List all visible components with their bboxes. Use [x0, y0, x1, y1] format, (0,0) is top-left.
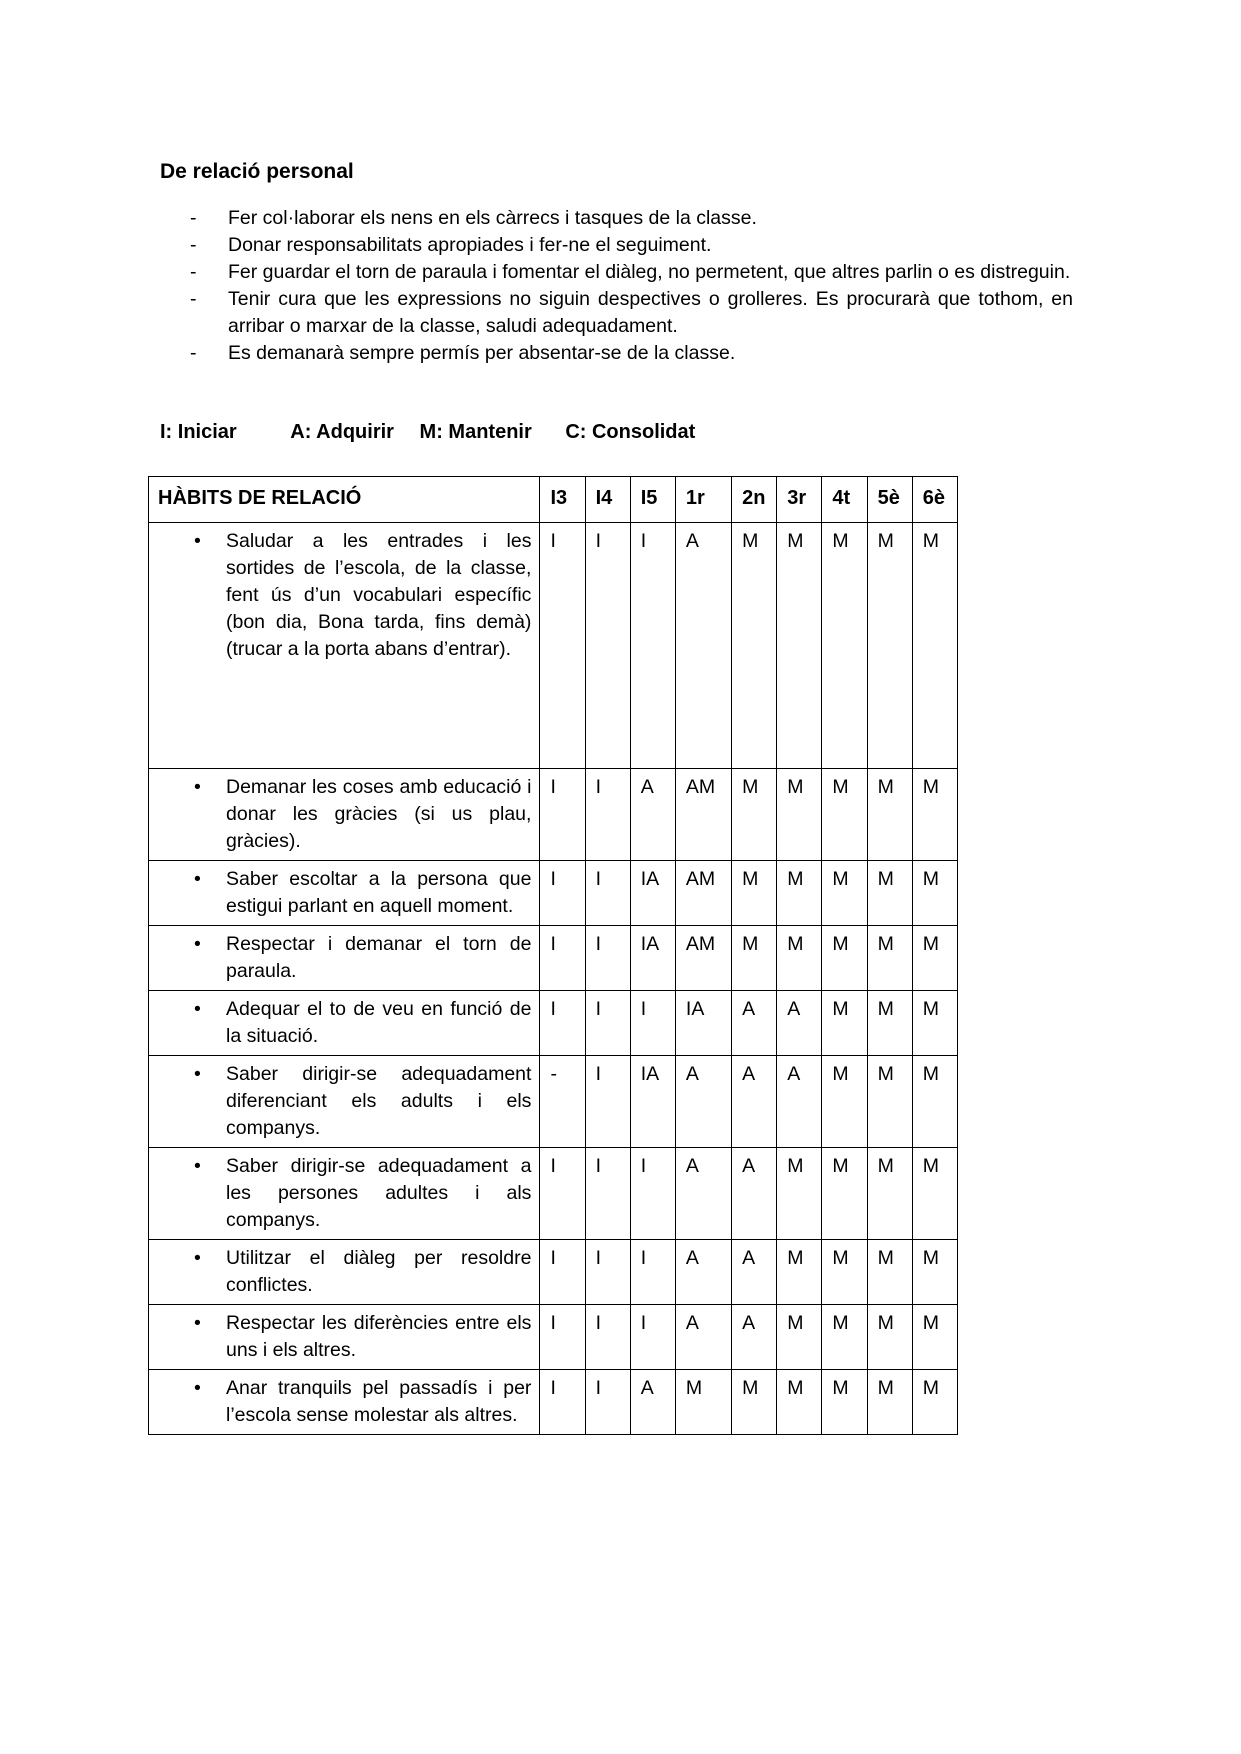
grade-value-cell: I: [630, 523, 675, 769]
grade-value-cell: I: [630, 1148, 675, 1240]
grade-value-cell: M: [912, 523, 957, 769]
table-row: [149, 1056, 958, 1148]
table-header-grade: 4t: [822, 477, 867, 523]
grade-value-cell: M: [822, 1148, 867, 1240]
table-row: [149, 991, 958, 1056]
grade-value-cell: I: [540, 991, 585, 1056]
grade-value-cell: M: [912, 926, 957, 991]
list-item-text: Tenir cura que les expressions no siguin despectives o grolleres. Es procurarà que tothom, en arribar o marxar de la classe, saludi adequadament.: [228, 288, 1073, 337]
grade-value-cell: M: [867, 1305, 912, 1370]
habit-label-cell: [149, 769, 540, 861]
grade-value-cell: AM: [675, 926, 731, 991]
habit-label: Saludar a les entrades i les sortides de l’escola, de la classe, fent ús d’un vocabulari específic (bon dia, Bona tarda, fins demà) (trucar a la porta abans d’entrar).: [226, 530, 532, 660]
grade-value-cell: M: [732, 861, 777, 926]
grade-value-cell: M: [675, 1370, 731, 1435]
grade-value-cell: M: [867, 523, 912, 769]
bullet-icon: •: [194, 868, 201, 890]
legend-item-consolidat: C: Consolidat: [565, 421, 696, 443]
grade-value-cell: M: [867, 769, 912, 861]
grade-value-cell: M: [867, 991, 912, 1056]
list-item-text: Es demanarà sempre permís per absentar-se de la classe.: [228, 342, 736, 364]
habit-label-cell: [149, 861, 540, 926]
grade-value-cell: M: [777, 769, 822, 861]
legend: [160, 419, 1111, 446]
table-row: [149, 523, 958, 769]
grade-value-cell: M: [822, 926, 867, 991]
page-title: De relació personal: [160, 160, 354, 183]
grade-value-cell: A: [732, 1240, 777, 1305]
table-row: [149, 1370, 958, 1435]
grade-value-cell: A: [777, 1056, 822, 1148]
table-header-habits: HÀBITS DE RELACIÓ: [149, 477, 540, 523]
habit-label-cell: [149, 523, 540, 769]
grade-value-cell: M: [777, 1148, 822, 1240]
grade-value-cell: I: [540, 861, 585, 926]
table-header-grade: 1r: [675, 477, 731, 523]
grade-value-cell: I: [585, 1370, 630, 1435]
habit-label: Adequar el to de veu en funció de la situació.: [226, 998, 532, 1047]
bullet-icon: •: [194, 933, 201, 955]
grade-value-cell: AM: [675, 769, 731, 861]
grade-value-cell: A: [732, 1148, 777, 1240]
grade-value-cell: A: [732, 991, 777, 1056]
bullet-icon: •: [194, 530, 201, 552]
grade-value-cell: I: [585, 1305, 630, 1370]
grade-value-cell: M: [912, 1240, 957, 1305]
grade-value-cell: M: [777, 1370, 822, 1435]
grade-value-cell: I: [585, 523, 630, 769]
grade-value-cell: M: [912, 769, 957, 861]
habit-label-cell: [149, 1056, 540, 1148]
habit-label: Anar tranquils pel passadís i per l’escola sense molestar als altres.: [226, 1377, 532, 1426]
habit-label: Utilitzar el diàleg per resoldre conflictes.: [226, 1247, 532, 1296]
grade-value-cell: A: [777, 991, 822, 1056]
dash-marker: -: [190, 342, 197, 364]
grade-value-cell: M: [912, 1305, 957, 1370]
habit-label-cell: [149, 926, 540, 991]
grade-value-cell: M: [867, 1370, 912, 1435]
intro-list: [190, 205, 1073, 367]
grade-value-cell: M: [732, 769, 777, 861]
grade-value-cell: -: [540, 1056, 585, 1148]
grade-value-cell: I: [585, 861, 630, 926]
grade-value-cell: M: [822, 1240, 867, 1305]
grade-value-cell: M: [732, 1370, 777, 1435]
grade-value-cell: I: [540, 1370, 585, 1435]
table-header-grade: 6è: [912, 477, 957, 523]
table-header-grade: I5: [630, 477, 675, 523]
table-row: [149, 1148, 958, 1240]
bullet-icon: •: [194, 1063, 201, 1085]
habit-label: Respectar les diferències entre els uns i els altres.: [226, 1312, 532, 1361]
grade-value-cell: M: [912, 861, 957, 926]
legend-item-iniciar: I: Iniciar: [160, 421, 237, 443]
habit-label: Respectar i demanar el torn de paraula.: [226, 933, 532, 982]
grade-value-cell: I: [585, 1056, 630, 1148]
list-item: [190, 340, 1073, 367]
table-header-grade: I3: [540, 477, 585, 523]
grade-value-cell: M: [777, 1240, 822, 1305]
grade-value-cell: M: [912, 1056, 957, 1148]
grade-value-cell: M: [867, 1240, 912, 1305]
grade-value-cell: I: [585, 1148, 630, 1240]
grade-value-cell: M: [822, 1305, 867, 1370]
habit-label-cell: [149, 1305, 540, 1370]
habit-label: Demanar les coses amb educació i donar les gràcies (si us plau, gràcies).: [226, 776, 532, 852]
grade-value-cell: I: [585, 926, 630, 991]
grade-value-cell: I: [540, 926, 585, 991]
grade-value-cell: M: [822, 523, 867, 769]
grade-value-cell: A: [630, 1370, 675, 1435]
habit-label: Saber escoltar a la persona que estigui parlant en aquell moment.: [226, 868, 532, 917]
grade-value-cell: A: [675, 1148, 731, 1240]
grade-value-cell: I: [540, 1305, 585, 1370]
grade-value-cell: M: [822, 1370, 867, 1435]
habit-label: Saber dirigir-se adequadament diferenciant els adults i els companys.: [226, 1063, 532, 1139]
grade-value-cell: I: [630, 1305, 675, 1370]
grade-value-cell: I: [630, 1240, 675, 1305]
grade-value-cell: M: [777, 523, 822, 769]
list-item-text: Fer guardar el torn de paraula i fomentar el diàleg, no permetent, que altres parlin o es distreguin.: [228, 261, 1071, 283]
table-header-grade: 3r: [777, 477, 822, 523]
grade-value-cell: I: [585, 1240, 630, 1305]
habit-label-cell: [149, 1240, 540, 1305]
grade-value-cell: M: [822, 769, 867, 861]
habits-table-body: [149, 523, 958, 1435]
table-header-grade: 5è: [867, 477, 912, 523]
bullet-icon: •: [194, 1312, 201, 1334]
grade-value-cell: IA: [630, 861, 675, 926]
table-header-grade: I4: [585, 477, 630, 523]
grade-value-cell: I: [585, 769, 630, 861]
grade-value-cell: M: [822, 991, 867, 1056]
grade-value-cell: I: [540, 523, 585, 769]
grade-value-cell: IA: [675, 991, 731, 1056]
list-item: [190, 205, 1073, 232]
bullet-icon: •: [194, 776, 201, 798]
table-row: [149, 861, 958, 926]
grade-value-cell: M: [867, 926, 912, 991]
table-header-grade: 2n: [732, 477, 777, 523]
grade-value-cell: M: [822, 1056, 867, 1148]
grade-value-cell: M: [867, 861, 912, 926]
bullet-icon: •: [194, 1247, 201, 1269]
grade-value-cell: M: [912, 1148, 957, 1240]
bullet-icon: •: [194, 1377, 201, 1399]
grade-value-cell: A: [732, 1056, 777, 1148]
list-item: [190, 259, 1073, 286]
bullet-icon: •: [194, 998, 201, 1020]
grade-value-cell: I: [585, 991, 630, 1056]
list-item: [190, 286, 1073, 340]
grade-value-cell: A: [630, 769, 675, 861]
grade-value-cell: A: [675, 1056, 731, 1148]
dash-marker: -: [190, 207, 197, 229]
grade-value-cell: M: [912, 991, 957, 1056]
table-row: [149, 1240, 958, 1305]
grade-value-cell: I: [540, 1148, 585, 1240]
dash-marker: -: [190, 234, 197, 256]
legend-item-adquirir: A: Adquirir: [290, 421, 394, 443]
grade-value-cell: A: [675, 1240, 731, 1305]
grade-value-cell: M: [822, 861, 867, 926]
list-item: [190, 232, 1073, 259]
table-row: [149, 926, 958, 991]
grade-value-cell: M: [912, 1370, 957, 1435]
grade-value-cell: AM: [675, 861, 731, 926]
grade-value-cell: M: [732, 523, 777, 769]
grade-value-cell: IA: [630, 1056, 675, 1148]
grade-value-cell: A: [675, 1305, 731, 1370]
grade-value-cell: I: [540, 769, 585, 861]
grade-value-cell: M: [732, 926, 777, 991]
habits-table: [148, 476, 958, 1435]
habit-label-cell: [149, 1370, 540, 1435]
dash-marker: -: [190, 288, 197, 310]
grade-value-cell: M: [777, 1305, 822, 1370]
grade-value-cell: I: [630, 991, 675, 1056]
legend-item-mantenir: M: Mantenir: [419, 421, 532, 443]
dash-marker: -: [190, 261, 197, 283]
grade-value-cell: A: [732, 1305, 777, 1370]
grade-value-cell: M: [777, 861, 822, 926]
habit-label: Saber dirigir-se adequadament a les persones adultes i als companys.: [226, 1155, 532, 1231]
grade-value-cell: I: [540, 1240, 585, 1305]
table-header-row: [149, 477, 958, 523]
table-row: [149, 1305, 958, 1370]
grade-value-cell: M: [867, 1056, 912, 1148]
habit-label-cell: [149, 991, 540, 1056]
habit-label-cell: [149, 1148, 540, 1240]
grade-value-cell: IA: [630, 926, 675, 991]
grade-value-cell: A: [675, 523, 731, 769]
grade-value-cell: M: [777, 926, 822, 991]
bullet-icon: •: [194, 1155, 201, 1177]
grade-value-cell: M: [867, 1148, 912, 1240]
list-item-text: Fer col·laborar els nens en els càrrecs i tasques de la classe.: [228, 207, 757, 229]
table-row: [149, 769, 958, 861]
list-item-text: Donar responsabilitats apropiades i fer-ne el seguiment.: [228, 234, 712, 256]
